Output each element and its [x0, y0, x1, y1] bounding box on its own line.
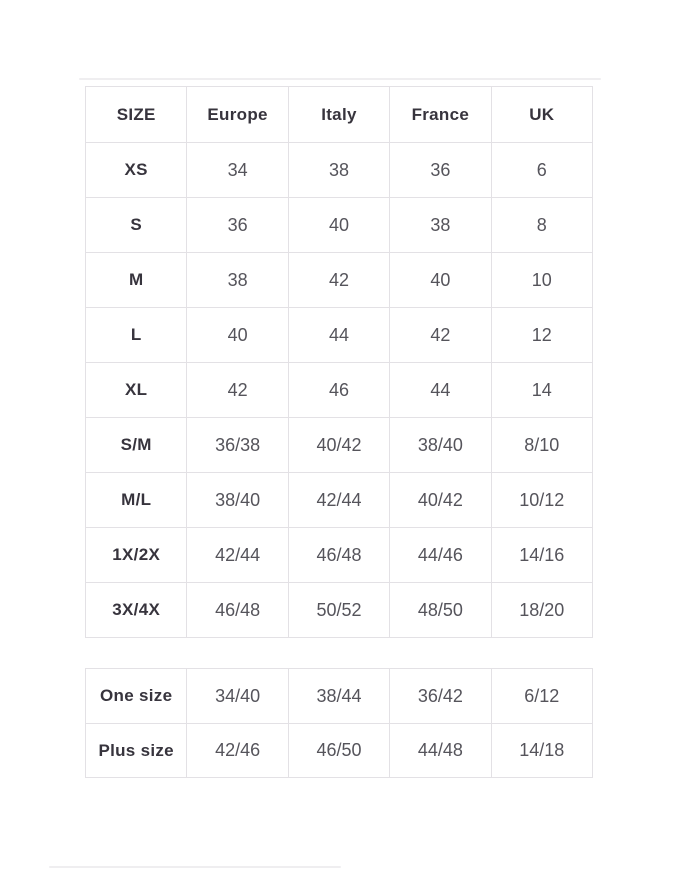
size-value-cell: 10/12 [491, 473, 592, 528]
size-value-cell: 8 [491, 198, 592, 253]
size-value-cell: 14/18 [491, 724, 592, 778]
table-row [86, 473, 593, 528]
size-value-cell: 6/12 [491, 669, 592, 724]
size-label-cell: XL [86, 363, 187, 418]
table-row [86, 418, 593, 473]
size-value-cell: 38 [288, 143, 389, 198]
table-row [86, 363, 593, 418]
size-value-cell: 44 [390, 363, 491, 418]
size-value-cell: 8/10 [491, 418, 592, 473]
size-label-cell: One size [86, 669, 187, 724]
one-size-plus-size-table [85, 668, 593, 778]
size-conversion-table [85, 86, 593, 638]
table-body [86, 143, 593, 638]
size-value-cell: 42/44 [288, 473, 389, 528]
column-header-size: SIZE [86, 87, 187, 143]
size-value-cell: 44/48 [390, 724, 491, 778]
size-value-cell: 36/38 [187, 418, 288, 473]
size-value-cell: 38/44 [288, 669, 389, 724]
size-label-cell: 1X/2X [86, 528, 187, 583]
size-label-cell: Plus size [86, 724, 187, 778]
size-value-cell: 46 [288, 363, 389, 418]
table-row [86, 198, 593, 253]
column-header-uk: UK [491, 87, 592, 143]
table-row [86, 253, 593, 308]
size-label-cell: 3X/4X [86, 583, 187, 638]
table-row [86, 724, 593, 778]
size-value-cell: 42/44 [187, 528, 288, 583]
size-value-cell: 18/20 [491, 583, 592, 638]
size-value-cell: 10 [491, 253, 592, 308]
column-header-italy: Italy [288, 87, 389, 143]
header-row [86, 87, 593, 143]
size-value-cell: 50/52 [288, 583, 389, 638]
size-value-cell: 6 [491, 143, 592, 198]
table-header [86, 87, 593, 143]
size-value-cell: 40 [187, 308, 288, 363]
size-value-cell: 46/50 [288, 724, 389, 778]
size-label-cell: M [86, 253, 187, 308]
bottom-divider-line [49, 866, 341, 868]
top-divider-line [79, 78, 601, 80]
size-value-cell: 40 [288, 198, 389, 253]
column-header-europe: Europe [187, 87, 288, 143]
size-value-cell: 38/40 [390, 418, 491, 473]
size-value-cell: 44 [288, 308, 389, 363]
size-value-cell: 36 [187, 198, 288, 253]
size-value-cell: 36 [390, 143, 491, 198]
table-row [86, 143, 593, 198]
size-value-cell: 44/46 [390, 528, 491, 583]
size-value-cell: 34 [187, 143, 288, 198]
size-value-cell: 14 [491, 363, 592, 418]
size-label-cell: M/L [86, 473, 187, 528]
table-row [86, 528, 593, 583]
size-value-cell: 38/40 [187, 473, 288, 528]
table-row [86, 583, 593, 638]
size-label-cell: S/M [86, 418, 187, 473]
size-value-cell: 42 [187, 363, 288, 418]
size-value-cell: 34/40 [187, 669, 288, 724]
size-value-cell: 48/50 [390, 583, 491, 638]
size-value-cell: 38 [390, 198, 491, 253]
size-value-cell: 14/16 [491, 528, 592, 583]
table-row [86, 669, 593, 724]
size-value-cell: 42 [390, 308, 491, 363]
size-value-cell: 42 [288, 253, 389, 308]
size-value-cell: 46/48 [187, 583, 288, 638]
size-value-cell: 40/42 [288, 418, 389, 473]
size-value-cell: 38 [187, 253, 288, 308]
size-value-cell: 40 [390, 253, 491, 308]
size-value-cell: 12 [491, 308, 592, 363]
size-value-cell: 46/48 [288, 528, 389, 583]
size-value-cell: 36/42 [390, 669, 491, 724]
size-label-cell: S [86, 198, 187, 253]
table-row [86, 308, 593, 363]
column-header-france: France [390, 87, 491, 143]
table-body [86, 669, 593, 778]
size-label-cell: L [86, 308, 187, 363]
size-value-cell: 42/46 [187, 724, 288, 778]
size-label-cell: XS [86, 143, 187, 198]
size-value-cell: 40/42 [390, 473, 491, 528]
